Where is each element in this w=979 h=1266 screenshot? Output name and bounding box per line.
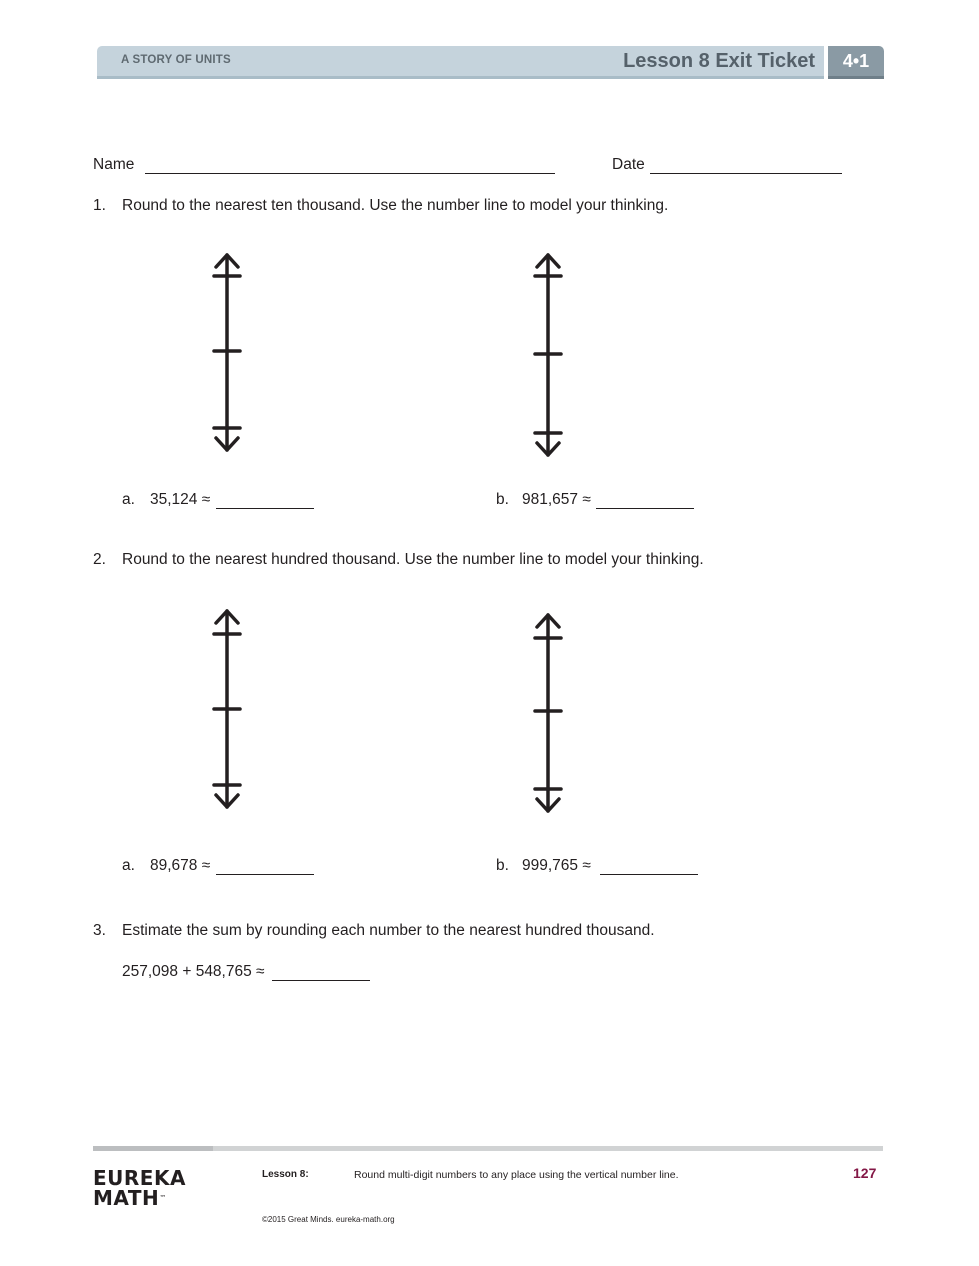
question-1-number: 1. — [93, 197, 106, 214]
header-bar-shadow — [97, 76, 824, 79]
logo-line-1: EUREKA — [93, 1166, 186, 1190]
eureka-math-logo — [93, 1168, 186, 1208]
date-label: Date — [612, 156, 645, 173]
answer-3-blank[interactable] — [272, 980, 370, 981]
number-line-2b[interactable] — [526, 610, 570, 816]
page-title: Lesson 8 Exit Ticket — [623, 50, 815, 72]
question-2b-label: b. — [496, 857, 509, 874]
name-label: Name — [93, 156, 135, 173]
number-line-1a[interactable] — [205, 250, 249, 455]
question-1b-label: b. — [496, 491, 509, 508]
question-1-prompt: Round to the nearest ten thousand. Use the number line to model your thinking. — [122, 197, 669, 214]
logo-trademark: ™ — [159, 1194, 167, 1202]
question-3-expression: 257,098 + 548,765 ≈ — [122, 963, 265, 980]
logo-line-2: MATH — [93, 1186, 160, 1210]
question-3-number: 3. — [93, 922, 106, 939]
footer-copyright: ©2015 Great Minds. eureka-math.org — [262, 1215, 395, 1224]
answer-1a-blank[interactable] — [216, 508, 314, 509]
footer-rule-accent — [93, 1146, 213, 1151]
question-3-prompt: Estimate the sum by rounding each number to the nearest hundred thousand. — [122, 922, 655, 939]
module-badge: 4•1 — [828, 46, 884, 76]
answer-1b-blank[interactable] — [596, 508, 694, 509]
question-1a-label: a. — [122, 491, 135, 508]
name-field[interactable] — [145, 173, 555, 174]
number-line-1b[interactable] — [526, 250, 570, 460]
number-line-2a[interactable] — [205, 606, 249, 812]
question-2-number: 2. — [93, 551, 106, 568]
date-field[interactable] — [650, 173, 842, 174]
page-number: 127 — [853, 1165, 877, 1181]
answer-2a-blank[interactable] — [216, 874, 314, 875]
footer-lesson-description: Round multi-digit numbers to any place using the vertical number line. — [354, 1169, 679, 1181]
module-badge-shadow — [828, 76, 884, 79]
answer-2b-blank[interactable] — [600, 874, 698, 875]
question-2b-expression: 999,765 ≈ — [522, 857, 591, 874]
question-1b-expression: 981,657 ≈ — [522, 491, 591, 508]
footer-lesson-label: Lesson 8: — [262, 1169, 309, 1180]
question-2a-expression: 89,678 ≈ — [150, 857, 211, 874]
question-1a-expression: 35,124 ≈ — [150, 491, 211, 508]
question-2-prompt: Round to the nearest hundred thousand. Use the number line to model your thinking. — [122, 551, 704, 568]
series-title: A STORY OF UNITS — [121, 54, 231, 66]
question-2a-label: a. — [122, 857, 135, 874]
